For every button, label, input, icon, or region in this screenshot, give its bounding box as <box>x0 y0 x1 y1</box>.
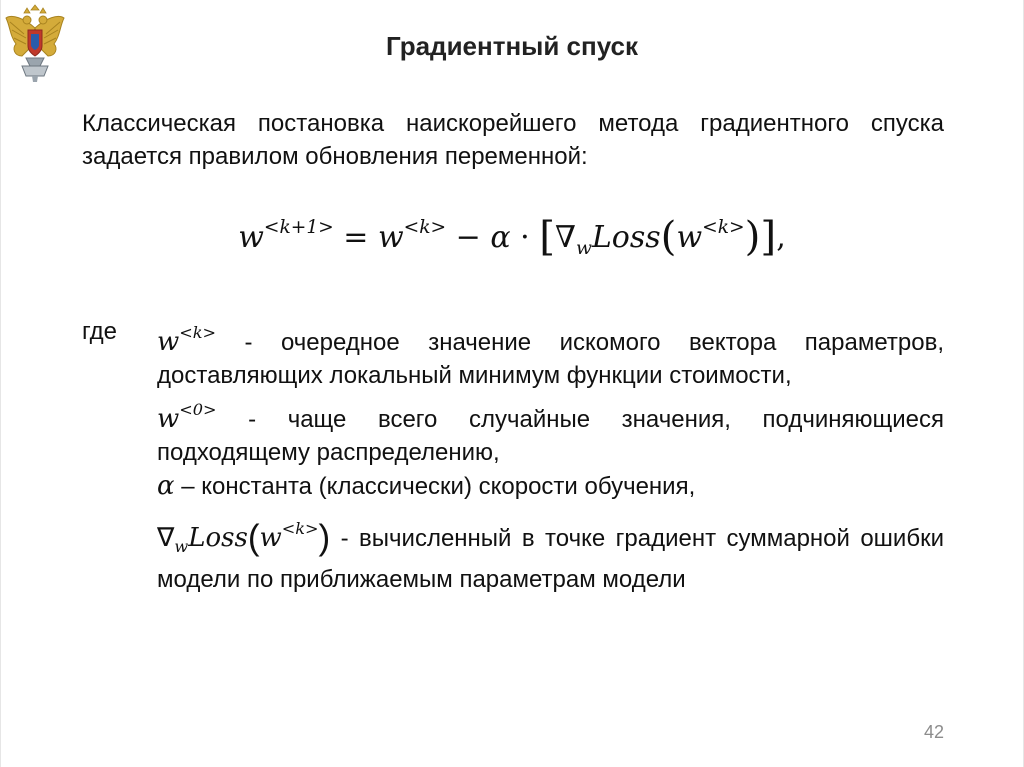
def3-text: – константа (классически) скорости обучения, <box>174 473 696 500</box>
def3-symbol: α <box>157 471 175 501</box>
formula-right-paren: ) <box>744 212 761 260</box>
def2-symbol: $w^{<0>}$ <box>157 400 217 435</box>
def1-text: - очередное значение искомого вектора параметров, доставляющих локальный минимум функции стоимости, <box>157 329 944 390</box>
formula-left-bracket: [ <box>539 212 555 260</box>
formula-w-next: $w^{<k+1>}$ <box>238 216 334 255</box>
definition-gradient <box>157 512 944 596</box>
formula-w-arg: $w^{<k>}$ <box>676 216 745 255</box>
formula-alpha: α <box>490 219 511 255</box>
definition-w-0 <box>157 393 944 469</box>
update-rule-formula <box>0 212 1024 260</box>
formula-nabla: ∇ <box>555 219 576 255</box>
page-number: 42 <box>923 722 944 742</box>
formula-comma: , <box>776 219 786 255</box>
intro-paragraph: Классическая постановка наискорейшего метода градиентного спуска задается правилом обновления переменной: <box>82 110 944 170</box>
formula-sub-w: w <box>575 237 592 259</box>
def1-symbol: $w^{<k>}$ <box>157 323 217 358</box>
def2-text: - чаще всего случайные значения, подчиняющиеся подходящему распределению, <box>157 406 944 467</box>
where-label: где <box>82 318 118 345</box>
formula-w-current: $w^{<k>}$ <box>377 216 447 255</box>
def4-text: - вычисленный в точке градиент суммарной ошибки модели по приближаемым параметрам модели <box>157 525 944 594</box>
definition-w-k <box>157 316 944 392</box>
formula-minus: − <box>446 219 491 255</box>
definition-alpha <box>157 470 944 503</box>
slide-title: Градиентный спуск <box>385 31 639 61</box>
formula-dot: · <box>510 219 540 255</box>
formula-right-bracket: ] <box>760 212 777 260</box>
formula-loss: Loss <box>591 219 661 255</box>
formula-left-paren: ( <box>660 212 677 260</box>
formula-equals: = <box>333 219 378 255</box>
def4-symbol: $\nabla_wLoss(w^{<k>})$ <box>157 517 331 557</box>
